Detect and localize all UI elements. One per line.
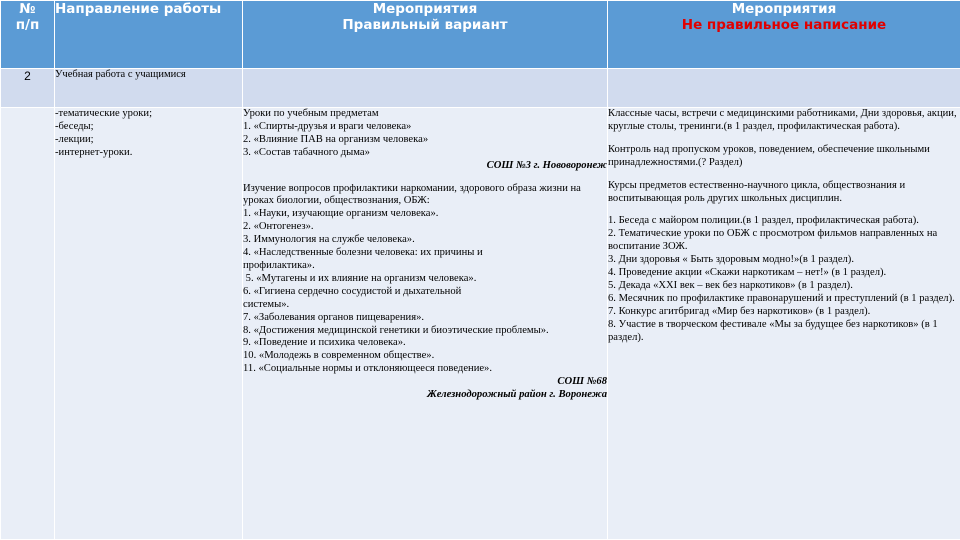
section-empty-cell — [608, 69, 960, 108]
event-item: 6. Месячник по профилактике правонарушений и преступлений (в 1 раздел). — [608, 292, 955, 304]
school-attribution: Железнодорожный район г. Воронежа — [427, 389, 607, 401]
header-incorrect-subtitle: Не правильное написание — [681, 17, 887, 33]
topic-item: 1. «Науки, изучающие организм человека». — [243, 208, 439, 220]
topic-item: 4. «Наследственные болезни человека: их причины и профилактика». — [243, 247, 483, 271]
header-direction: Направление работы — [55, 1, 243, 69]
topic-item: 3. Иммунология на службе человека». — [243, 234, 415, 246]
lesson-item: 3. «Состав табачного дыма» — [243, 146, 370, 158]
number-cell — [1, 108, 55, 540]
topic-item: 8. «Достижения медицинской генетики и биоэтические проблемы». — [243, 324, 549, 336]
event-item: 7. Конкурс агитбригад «Мир без наркотиков» (в 1 раздел). — [608, 305, 871, 317]
incorrect-variant-cell — [608, 108, 960, 540]
direction-item: -лекции; — [55, 133, 94, 145]
paragraph: Контроль над пропуском уроков, поведением, обеспечение школьными принадлежностями.(? Раздел) — [608, 143, 930, 168]
correct-variant-cell — [243, 108, 608, 540]
study-intro: Изучение вопросов профилактики наркомании, здорового образа жизни на уроках биологии, обществознания, ОБЖ: — [243, 182, 581, 207]
direction-item: -интернет-уроки. — [55, 146, 133, 158]
header-incorrect: Мероприятия Не правильное написание — [608, 1, 960, 69]
topic-item: 2. «Онтогенез». — [243, 221, 314, 233]
event-item: 1. Беседа с майором полиции.(в 1 раздел, профилактическая работа). — [608, 215, 919, 227]
lessons-intro: Уроки по учебным предметам — [243, 108, 379, 119]
topic-item: 11. «Социальные нормы и отклоняющееся поведение». — [243, 363, 493, 375]
topic-item: 5. «Мутагены и их влияние на организм человека». — [243, 272, 477, 284]
section-empty-cell — [243, 69, 608, 108]
paragraph: Курсы предметов естественно-научного цикла, обществознания и воспитывающая роль других школьных дисциплин. — [608, 179, 906, 204]
school-attribution: СОШ №68 — [557, 376, 607, 388]
directions-cell — [55, 108, 243, 540]
lesson-item: 1. «Спирты-друзья и враги человека» — [243, 120, 412, 132]
topic-item: 9. «Поведение и психика человека». — [243, 337, 406, 349]
lesson-item: 2. «Влияние ПАВ на организм человека» — [243, 133, 429, 145]
section-title: Учебная работа с учащимися — [55, 69, 243, 108]
event-item: 3. Дни здоровья « Быть здоровым модно!»(в 1 раздел). — [608, 254, 854, 266]
header-number: № п/п — [1, 1, 55, 69]
topic-item: 7. «Заболевания органов пищеварения». — [243, 311, 425, 323]
event-item: 2. Тематические уроки по ОБЖ с просмотром фильмов направленных на воспитание ЗОЖ. — [608, 228, 938, 253]
section-number: 2 — [1, 69, 55, 108]
topic-item: 10. «Молодежь в современном обществе». — [243, 350, 435, 362]
direction-item: -тематические уроки; — [55, 108, 153, 119]
topic-item: 6. «Гигиена сердечно сосудистой и дыхательной системы». — [243, 285, 462, 310]
school-attribution: СОШ №3 г. Нововоронеж — [486, 159, 607, 171]
paragraph: Классные часы, встречи с медицинскими работниками, Дни здоровья, акции, круглые столы, тренинги.(в 1 раздел, профилактическая работа). — [608, 108, 957, 132]
header-correct: Мероприятия Правильный вариант — [243, 1, 608, 69]
event-item: 5. Декада «XXI век – век без наркотиков» (в 1 раздел). — [608, 279, 853, 291]
event-item: 4. Проведение акции «Скажи наркотикам – нет!» (в 1 раздел). — [608, 267, 887, 279]
content-row — [1, 108, 960, 540]
header-row — [1, 1, 960, 69]
event-item: 8. Участие в творческом фестивале «Мы за будущее без наркотиков» (в 1 раздел). — [608, 318, 938, 343]
direction-item: -беседы; — [55, 120, 94, 132]
section-row — [1, 69, 960, 108]
